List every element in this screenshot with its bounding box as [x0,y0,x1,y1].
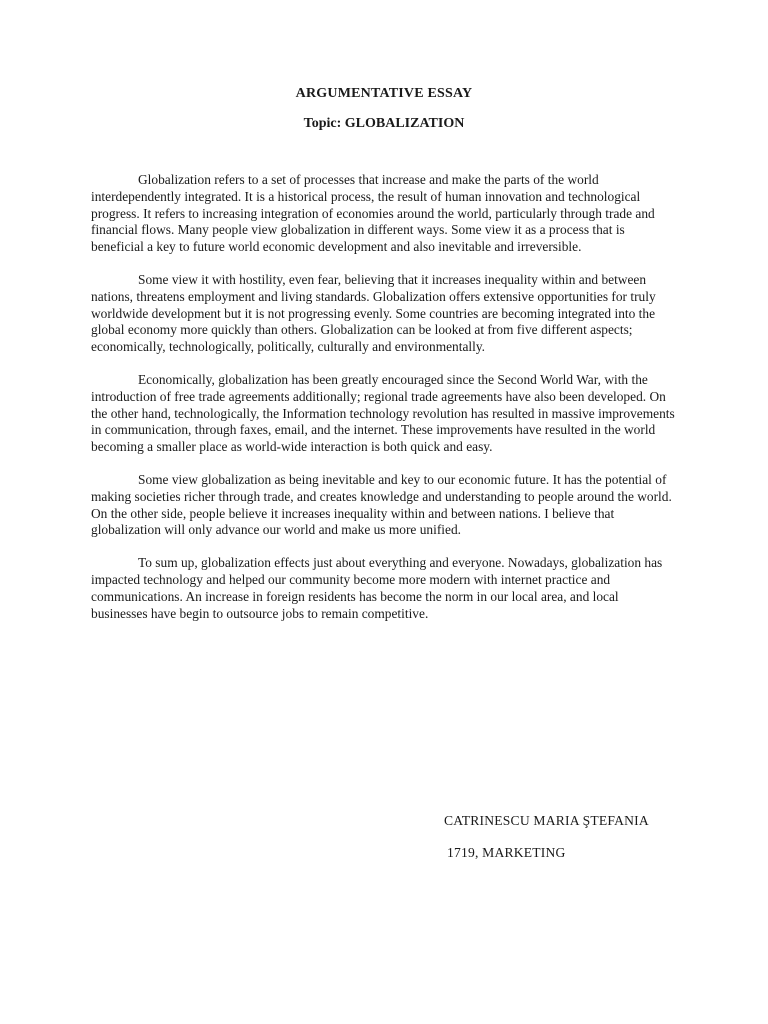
essay-paragraph-1: Globalization refers to a set of processes that increase and make the parts of the world interdependently integrated. It is a historical process, the result of human innovation and technological progress. It refers to increasing integration of economies around the world, particularly through trade and financial flows. Many people view globalization in different ways. Some view it as a process that is beneficial a key to future world economic development and also inevitable and irreversible. [91,172,655,255]
author-class: 1719, MARKETING [447,845,566,860]
essay-paragraph-4: Some view globalization as being inevitable and key to our economic future. It has the potential of making societies richer through trade, and creates knowledge and understanding to people around the world. On the other side, people believe it increases inequality within and between nations. I believe that globalization will only advance our world and make us more unified. [91,471,672,538]
essay-title: ARGUMENTATIVE ESSAY [295,86,473,101]
essay-paragraph-5: To sum up, globalization effects just about everything and everyone. Nowadays, globalization has impacted technology and helped our community become more modern with internet practice and communications. An increase in foreign residents has become the norm in our local area, and local businesses have begin to outsource jobs to remain competitive. [91,555,663,621]
author-name: CATRINESCU MARIA ŞTEFANIA [444,813,649,828]
essay-body [91,172,678,638]
essay-paragraph-3: Economically, globalization has been greatly encouraged since the Second World War, with the introduction of free trade agreements additionally; regional trade agreements have also been developed. On the other hand, technologically, the Information technology revolution has resulted in massive improvements in communication, through faxes, email, and the internet. These improvements have resulted in the world becoming a smaller place as world-wide interaction is both quick and easy. [91,371,675,455]
essay-paragraph-2: Some view it with hostility, even fear, believing that it increases inequality within and between nations, threatens employment and living standards. Globalization offers extensive opportunities for truly worldwide development but it is not progressing evenly. Some countries are becoming integrated into the global economy more quickly than others. Globalization can be looked at from five different aspects; economically, technologically, politically, culturally and environmentally. [91,271,656,355]
essay-topic: Topic: GLOBALIZATION [303,116,465,131]
